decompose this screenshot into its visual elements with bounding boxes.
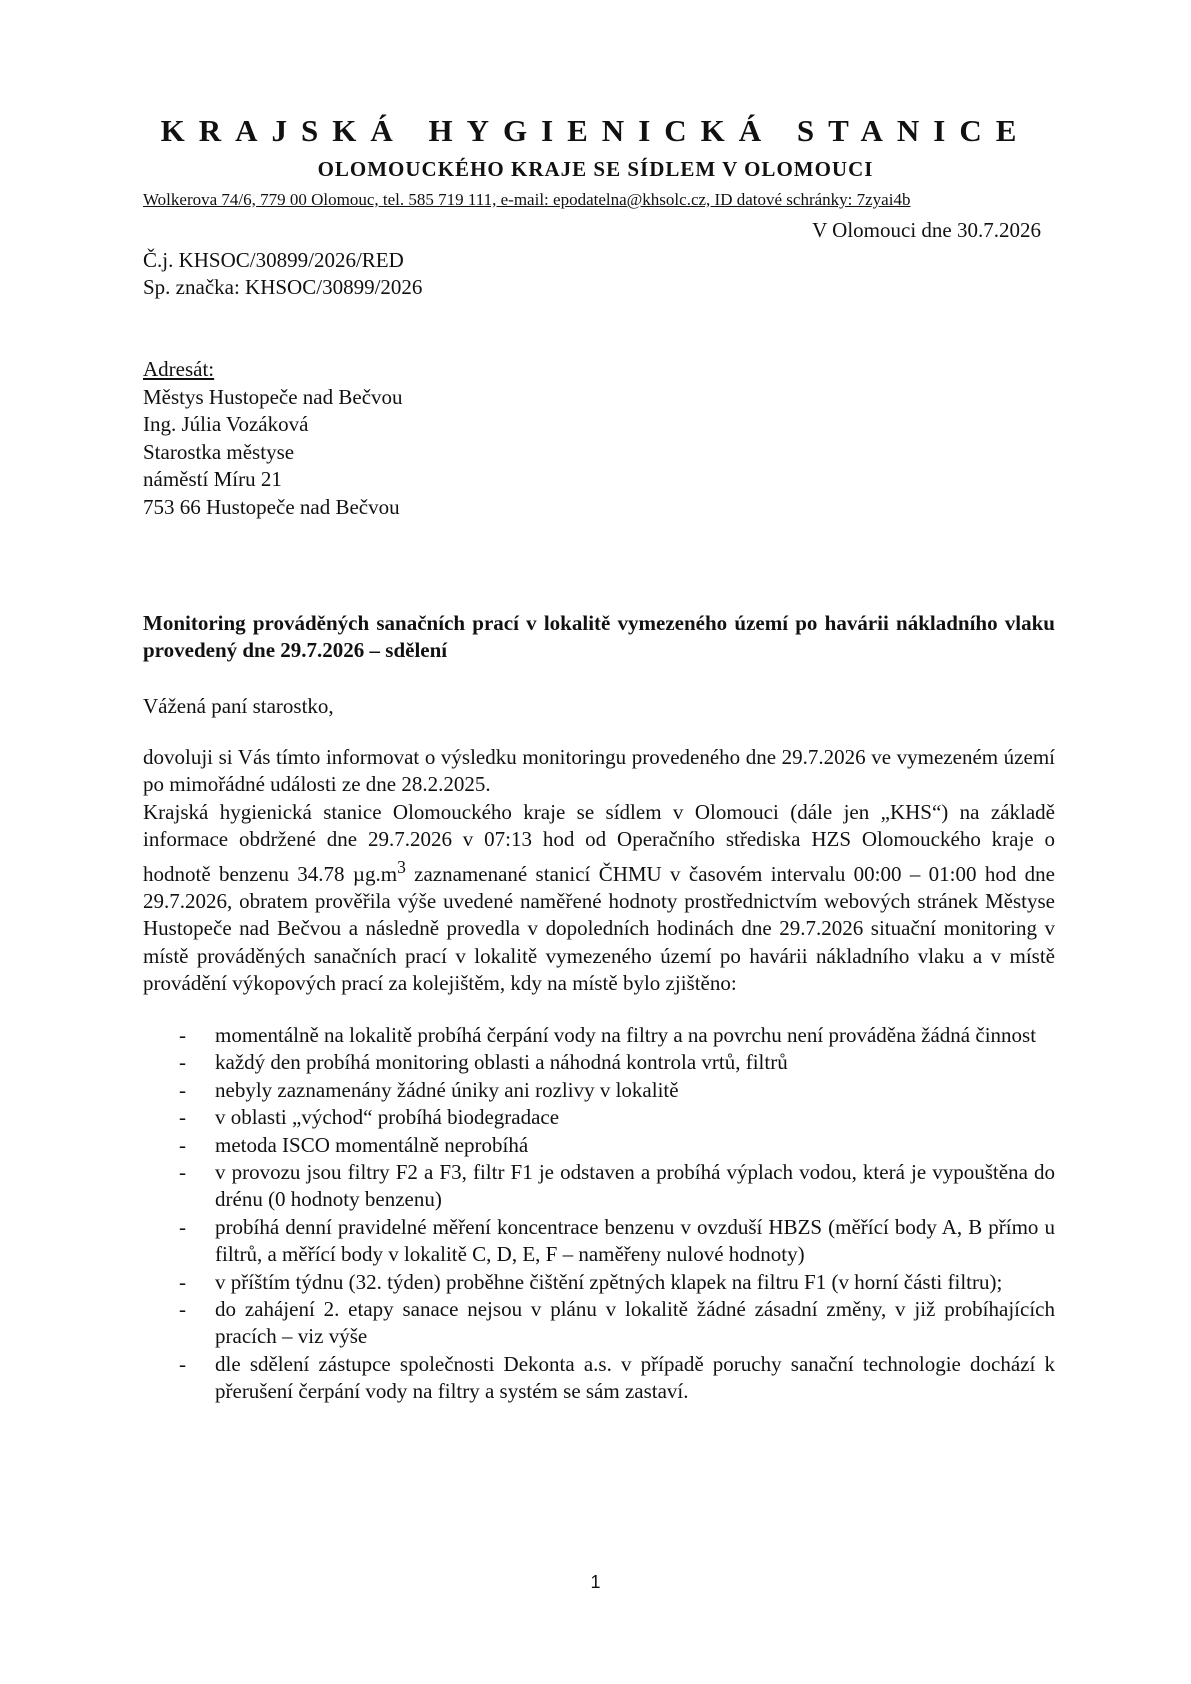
addressee-line: Ing. Júlia Vozáková	[143, 412, 309, 437]
bullet-dash: -	[179, 1077, 186, 1102]
body-text: Krajská hygienická stanice Olomouckého kraje se sídlem v Olomouci (dále jen „KHS“) na základě informace obdržené dne 29.7.2026 v 07:13 hod od Operačního střediska HZS Olomouckého kraje o hodnotě benzenu 34.78 µg.m	[143, 799, 1055, 886]
list-item	[143, 1049, 1055, 1076]
contact-line: Wolkerova 74/6, 779 00 Olomouc, tel. 585 719 111, e-mail: epodatelna@khsolc.cz, ID datové schránky: 7zyai4b	[143, 190, 911, 209]
list-item-text: probíhá denní pravidelné měření koncentrace benzenu v ovzduší HBZS (měřící body A, B přímo u filtrů, a měřící body v lokalitě C, D, E, F – naměřeny nulové hodnoty)	[215, 1214, 1055, 1267]
bullet-dash: -	[179, 1214, 186, 1239]
addressee-line: Městys Hustopeče nad Bečvou	[143, 384, 403, 409]
superscript: 3	[397, 856, 406, 877]
body-text: zaznamenané stanicí ČHMU v časovém intervalu 00:00 – 01:00 hod dne 29.7.2026, obratem prověřila výše uvedené naměřené hodnoty prostřednictvím webových stránek Městyse Hustopeče nad Bečvou a následně provedla v dopoledních hodinách dne 29.7.2026 situační monitoring v místě prováděných sanačních prací v lokalitě vymezeného území po havárii nákladního vlaku a v místě provádění výkopových prací za kolejištěm, kdy na místě bylo zjištěno:	[143, 861, 1055, 996]
file-mark: Sp. značka: KHSOC/30899/2026	[143, 275, 423, 299]
bullet-dash: -	[179, 1269, 186, 1294]
list-item	[143, 1159, 1055, 1214]
body-paragraph	[143, 799, 1055, 998]
bullet-dash: -	[179, 1297, 186, 1322]
list-item-text: metoda ISCO momentálně neprobíhá	[215, 1132, 529, 1157]
list-item	[143, 1214, 1055, 1269]
bullet-dash: -	[179, 1050, 186, 1075]
list-item-text: do zahájení 2. etapy sanace nejsou v plánu v lokalitě žádné zásadní změny, v již probíhajících pracích – viz výše	[215, 1297, 1055, 1349]
bullet-dash: -	[179, 1160, 186, 1185]
addressee-line: náměstí Míru 21	[143, 467, 282, 492]
bullet-dash: -	[179, 1132, 186, 1157]
list-item-text: každý den probíhá monitoring oblasti a náhodná kontrola vrtů, filtrů	[215, 1050, 788, 1075]
organization-name: KRAJSKÁ HYGIENICKÁ STANICE	[160, 113, 1031, 148]
list-item-text: dle sdělení zástupce společnosti Dekonta a.s. v případě poruchy sanační technologie dochází k přerušení čerpání vody na filtry a systém se sám zastaví.	[215, 1351, 1055, 1404]
bullet-dash: -	[179, 1023, 186, 1047]
list-item	[143, 1022, 1055, 1049]
findings-list	[143, 1022, 1055, 1406]
bullet-dash: -	[179, 1351, 186, 1376]
list-item	[143, 1104, 1055, 1131]
salutation: Vážená paní starostko,	[143, 694, 334, 718]
list-item-text: v provozu jsou filtry F2 a F3, filtr F1 je odstaven a probíhá výplach vodou, která je vypouštěna do drénu (0 hodnoty benzenu)	[215, 1160, 1055, 1212]
body-paragraph: dovoluji si Vás tímto informovat o výsledku monitoringu provedeného dne 29.7.2026 ve vymezeném území po mimořádné události ze dne 28.2.2025.	[143, 745, 1055, 797]
addressee-label: Adresát:	[143, 357, 215, 381]
letter-body	[143, 744, 1055, 998]
page-number: 1	[590, 1572, 601, 1592]
list-item	[143, 1077, 1055, 1104]
date-line: V Olomouci dne 30.7.2026	[812, 218, 1041, 242]
list-item	[143, 1296, 1055, 1351]
list-item	[143, 1269, 1055, 1296]
addressee-line: Starostka městyse	[143, 439, 295, 464]
list-item-text: v oblasti „východ“ probíhá biodegradace	[215, 1105, 560, 1130]
letter-subject: Monitoring prováděných sanačních prací v lokalitě vymezeného území po havárii nákladního vlaku provedený dne 29.7.2026 – sdělení	[143, 611, 1055, 662]
list-item	[143, 1132, 1055, 1159]
organization-subtitle: OLOMOUCKÉHO KRAJE SE SÍDLEM V OLOMOUCI	[317, 157, 874, 181]
reference-number: Č.j. KHSOC/30899/2026/RED	[143, 248, 404, 272]
list-item	[143, 1351, 1055, 1406]
list-item-text: momentálně na lokalitě probíhá čerpání vody na filtry a na povrchu není prováděna žádná činnost	[215, 1023, 1037, 1047]
addressee-block	[143, 356, 403, 522]
addressee-line: 753 66 Hustopeče nad Bečvou	[143, 494, 400, 519]
list-item-text: nebyly zaznamenány žádné úniky ani rozlivy v lokalitě	[215, 1077, 679, 1102]
bullet-dash: -	[179, 1105, 186, 1130]
list-item-text: v příštím týdnu (32. týden) proběhne čištění zpětných klapek na filtru F1 (v horní části filtru);	[215, 1269, 1003, 1294]
